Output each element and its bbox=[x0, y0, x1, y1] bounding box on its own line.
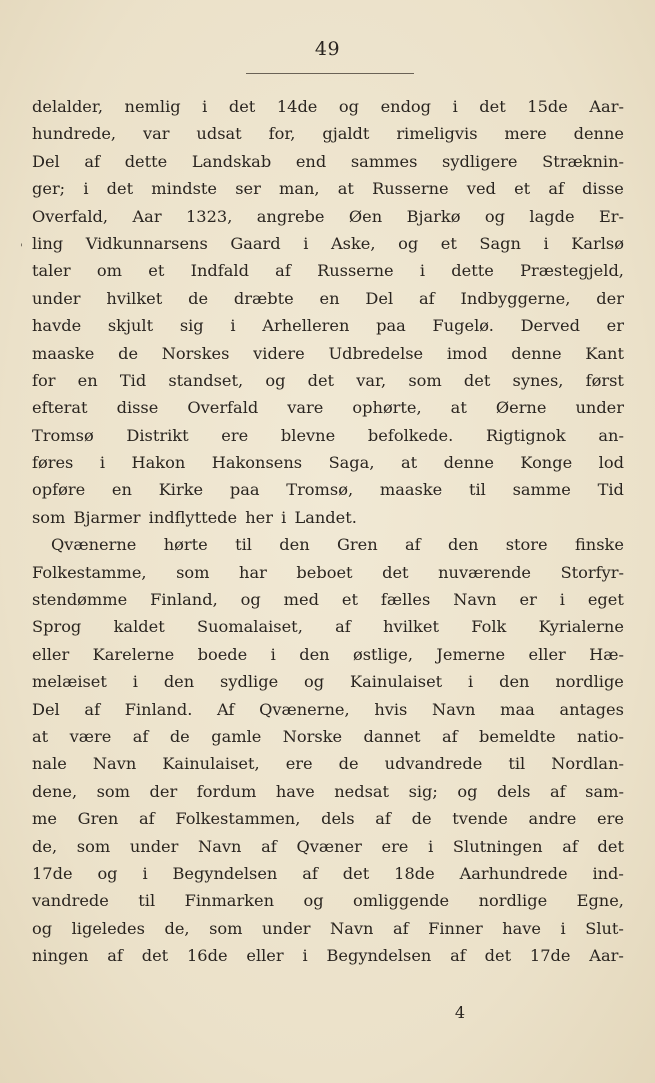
body-text bbox=[32, 93, 624, 970]
paragraph bbox=[32, 531, 624, 969]
signature-mark: 4 bbox=[454, 1003, 466, 1022]
text-line: at være af de gamle Norske dannet af bemeldte natio- bbox=[32, 726, 624, 746]
text-line: melæiset i den sydlige og Kainulaiset i den nordlige bbox=[32, 672, 624, 692]
text-line: Sprog kaldet Suomalaiset, af hvilket Folk Kyrialerne bbox=[32, 617, 624, 637]
text-line: som Bjarmer indflyttede her i Landet. bbox=[32, 507, 357, 527]
text-line: maaske de Norskes videre Udbredelse imod denne Kant bbox=[32, 343, 624, 363]
text-line: Tromsø Distrikt ere blevne befolkede. Rigtignok an- bbox=[32, 425, 624, 445]
text-line: de, som under Navn af Qvæner ere i Slutningen af det bbox=[32, 836, 624, 856]
text-line: delalder, nemlig i det 14de og endog i det 15de Aar- bbox=[32, 97, 624, 116]
text-line: hundrede, var udsat for, gjaldt rimeligvis mere denne bbox=[32, 124, 624, 144]
text-line: me Gren af Folkestammen, dels af de tvende andre ere bbox=[32, 809, 624, 829]
text-line: opføre en Kirke paa Tromsø, maaske til samme Tid bbox=[32, 480, 624, 500]
text-line: for en Tid standset, og det var, som det synes, først bbox=[32, 370, 624, 390]
text-line: Qvænerne hørte til den Gren af den store finske bbox=[51, 535, 624, 555]
text-line: efterat disse Overfald vare ophørte, at Øerne under bbox=[32, 398, 624, 418]
text-line: havde skjult sig i Arhelleren paa Fugelø. Derved er bbox=[32, 316, 624, 336]
page-number: 49 bbox=[314, 38, 341, 60]
text-line: eller Karelerne boede i den østlige, Jemerne eller Hæ- bbox=[32, 644, 624, 664]
header-rule bbox=[246, 73, 414, 74]
text-line: nale Navn Kainulaiset, ere de udvandrede til Nordlan- bbox=[32, 754, 624, 774]
text-line: ling Vidkunnarsens Gaard i Aske, og et Sagn i Karlsø bbox=[32, 233, 624, 253]
text-line: Del af dette Landskab end sammes sydligere Stræknin- bbox=[32, 151, 624, 171]
text-line: stendømme Finland, og med et fælles Navn er i eget bbox=[32, 590, 624, 610]
text-line: taler om et Indfald af Russerne i dette Præstegjeld, bbox=[32, 261, 624, 281]
text-line: vandrede til Finmarken og omliggende nordlige Egne, bbox=[32, 891, 624, 911]
text-line: Del af Finland. Af Qvænerne, hvis Navn maa antages bbox=[32, 699, 624, 719]
text-line: Folkestamme, som har beboet det nuværende Storfyr- bbox=[32, 562, 624, 582]
text-line: føres i Hakon Hakonsens Saga, at denne Konge lod bbox=[32, 453, 624, 473]
text-line: ningen af det 16de eller i Begyndelsen af det 17de Aar- bbox=[32, 946, 624, 966]
paragraph bbox=[32, 93, 624, 531]
text-line: dene, som der fordum have nedsat sig; og dels af sam- bbox=[32, 781, 624, 801]
text-line: og ligeledes de, som under Navn af Finner have i Slut- bbox=[32, 918, 624, 938]
text-line: 17de og i Begyndelsen af det 18de Aarhundrede ind- bbox=[32, 863, 624, 883]
text-line: under hvilket de dræbte en Del af Indbyggerne, der bbox=[32, 288, 624, 308]
text-line: Overfald, Aar 1323, angrebe Øen Bjarkø og lagde Er- bbox=[32, 206, 624, 226]
margin-mark: ' bbox=[20, 243, 23, 254]
text-line: ger; i det mindste ser man, at Russerne ved et af disse bbox=[32, 179, 624, 199]
